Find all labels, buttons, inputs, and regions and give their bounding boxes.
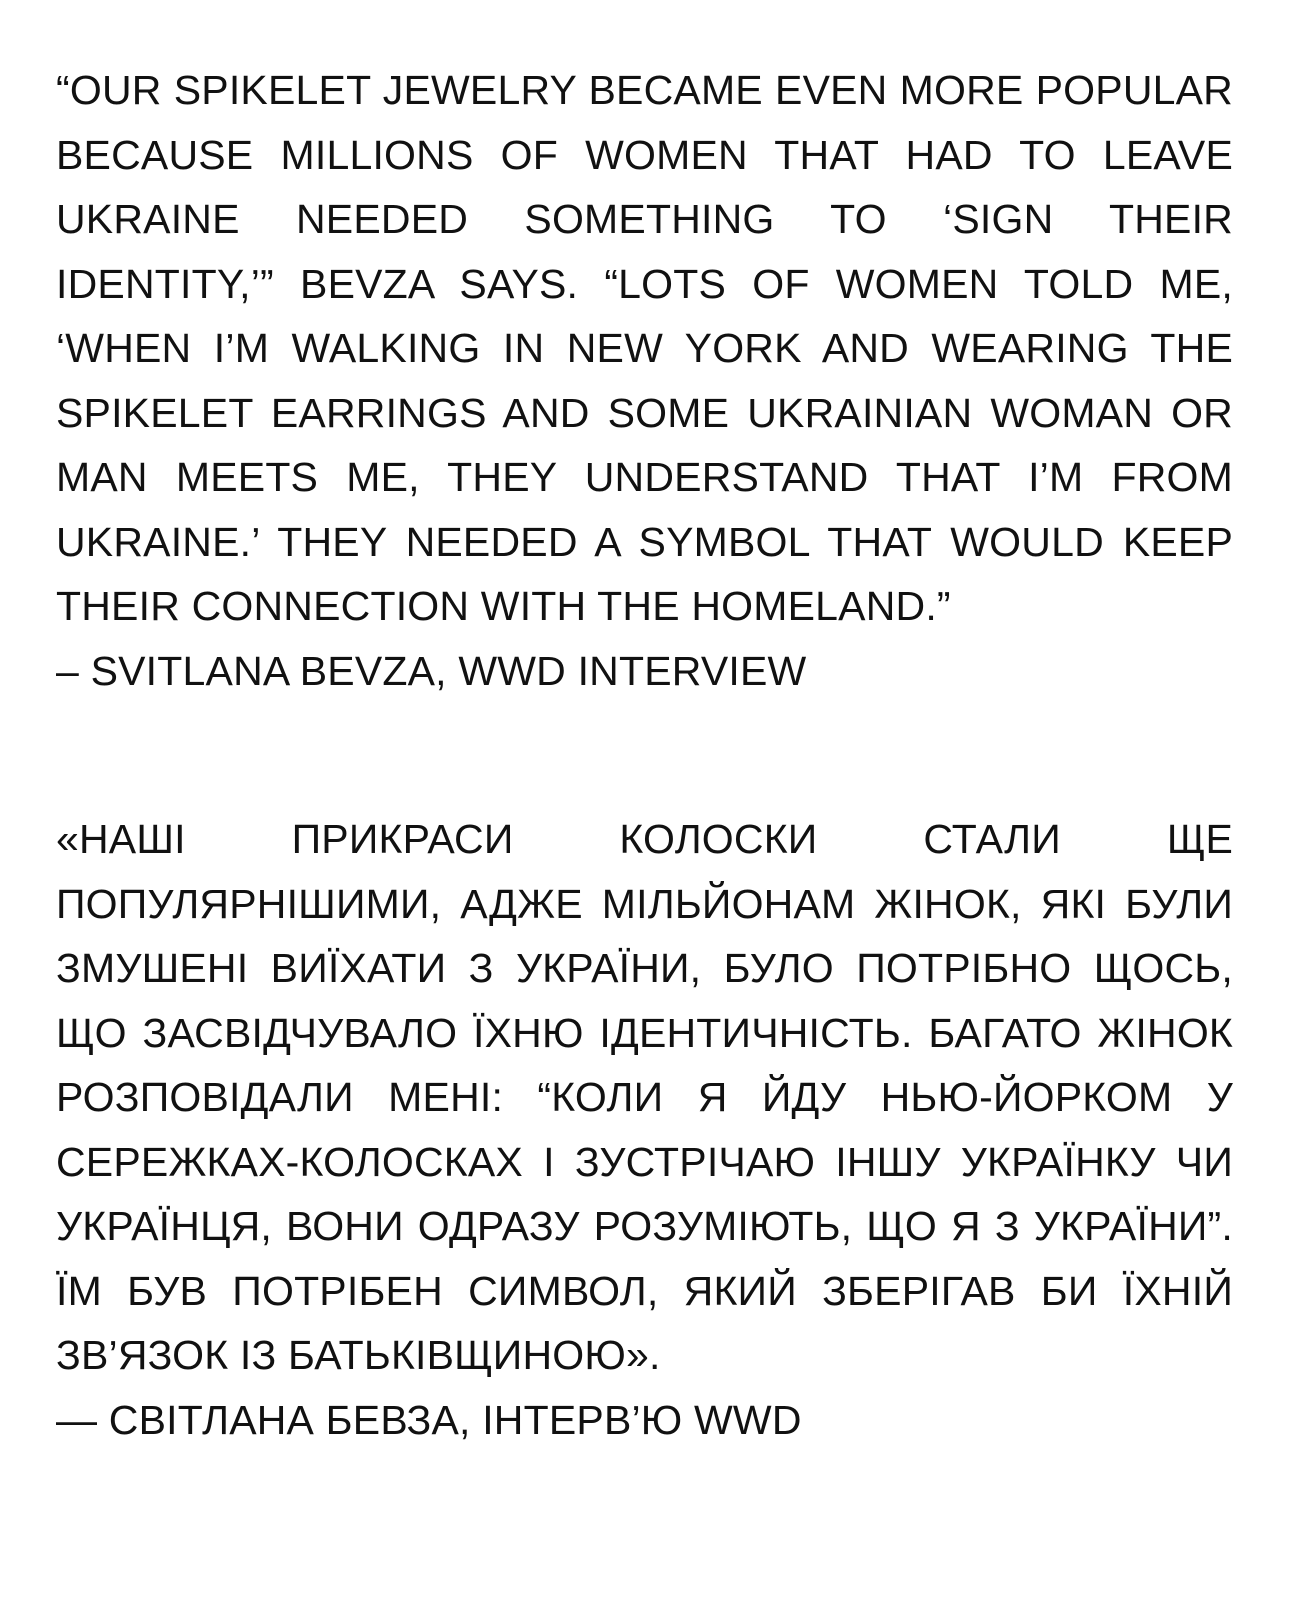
ukrainian-quote-block [56, 807, 1233, 1452]
quote-document [56, 58, 1233, 1452]
english-quote-text: “OUR SPIKELET JEWELRY BECAME EVEN MORE POPULAR BECAUSE MILLIONS OF WOMEN THAT HAD TO LEAVE UKRAINE NEEDED SOMETHING TO ‘SIGN THEIR IDENTITY,’” BEVZA SAYS. “LOTS OF WOMEN TOLD ME, ‘WHEN I’M WALKING IN NEW YORK AND WEARING THE SPIKELET EARRINGS AND SOME UKRAINIAN WOMAN OR MAN MEETS ME, THEY UNDERSTAND THAT I’M FROM UKRAINE.’ THEY NEEDED A SYMBOL THAT WOULD KEEP THEIR CONNECTION WITH THE HOMELAND.” [56, 67, 1233, 629]
english-quote-block [56, 58, 1233, 703]
ukrainian-attribution: — СВІТЛАНА БЕВЗА, ІНТЕРВ’Ю WWD [56, 1396, 802, 1443]
section-spacer [56, 703, 1233, 807]
english-attribution: – SVITLANA BEVZA, WWD INTERVIEW [56, 647, 807, 694]
ukrainian-quote-text: «НАШІ ПРИКРАСИ КОЛОСКИ СТАЛИ ЩЕ ПОПУЛЯРНІШИМИ, АДЖЕ МІЛЬЙОНАМ ЖІНОК, ЯКІ БУЛИ ЗМУШЕНІ ВИЇХАТИ З УКРАЇНИ, БУЛО ПОТРІБНО ЩОСЬ, ЩО ЗАСВІДЧУВАЛО ЇХНЮ ІДЕНТИЧНІСТЬ. БАГАТО ЖІНОК РОЗПОВІДАЛИ МЕНІ: “КОЛИ Я ЙДУ НЬЮ-ЙОРКОМ У СЕРЕЖКАХ-КОЛОСКАХ І ЗУСТРІЧАЮ ІНШУ УКРАЇНКУ ЧИ УКРАЇНЦЯ, ВОНИ ОДРАЗУ РОЗУМІЮТЬ, ЩО Я З УКРАЇНИ”. ЇМ БУВ ПОТРІБЕН СИМВОЛ, ЯКИЙ ЗБЕРІГАВ БИ ЇХНІЙ ЗВ’ЯЗОК ІЗ БАТЬКІВЩИНОЮ». [56, 816, 1233, 1378]
